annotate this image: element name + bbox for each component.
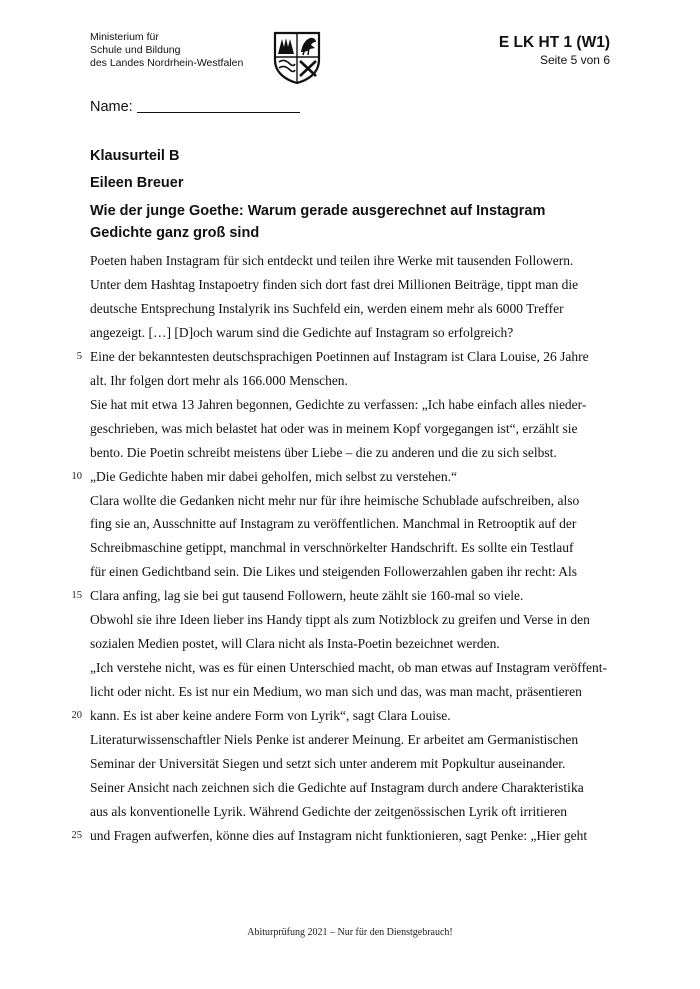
line-number: 20	[71, 710, 82, 722]
ministry-name	[90, 31, 243, 70]
line-text: Unter dem Hashtag Instapoetry finden sich dort fast drei Millionen Beiträge, tippt man die	[90, 276, 579, 292]
line-text: deutsche Entsprechung Instalyrik ins Suchfeld ein, werden einem mehr als 6000 Treffer	[90, 300, 564, 316]
text-line	[90, 608, 610, 632]
line-text: Obwohl sie ihre Ideen lieber ins Handy tippt als zum Notizblock zu greifen und Verse in den	[90, 612, 590, 628]
text-line	[71, 704, 610, 728]
line-text: Schreibmaschine getippt, manchmal in verschnörkelter Handschrift. Es sollte ein Testlauf	[90, 540, 574, 556]
text-line	[71, 824, 610, 848]
line-text: fing sie an, Ausschnitte auf Instagram zu veröffentlichen. Manchmal in Retrooptik auf der	[90, 516, 577, 532]
text-line	[71, 465, 610, 489]
nrw-coat-of-arms-icon	[272, 30, 322, 84]
text-line	[76, 345, 610, 369]
line-text: Eine der bekanntesten deutschsprachigen Poetinnen auf Instagram ist Clara Louise, 26 Jahre	[90, 348, 589, 364]
text-line	[90, 249, 610, 273]
text-line	[90, 512, 610, 536]
text-line	[90, 632, 610, 656]
exam-code-block	[499, 34, 610, 67]
text-line	[90, 536, 610, 560]
line-number: 25	[71, 829, 82, 841]
author-name: Eileen Breuer	[90, 175, 184, 191]
article-title	[90, 200, 610, 244]
text-line	[90, 273, 610, 297]
line-text: für einen Gedichtband sein. Die Likes und steigenden Followerzahlen gaben ihr recht: Als	[90, 564, 577, 580]
line-text: und Fragen aufwerfen, könne dies auf Instagram nicht funktionieren, sagt Penke: „Hier geht	[90, 827, 588, 843]
name-label: Name:	[90, 99, 133, 115]
line-text: Seminar der Universität Siegen und setzt sich unter anderem mit Popkultur auseinander.	[90, 756, 566, 772]
line-text: sozialen Medien postet, will Clara nicht als Insta-Poetin bezeichnet werden.	[90, 636, 500, 652]
line-number: 15	[71, 590, 82, 602]
article-body	[71, 249, 610, 848]
line-text: Literaturwissenschaftler Niels Penke ist anderer Meinung. Er arbeitet am Germanistischen	[90, 732, 579, 748]
text-line	[90, 776, 610, 800]
page-indicator: Seite 5 von 6	[539, 53, 610, 67]
text-line	[90, 728, 610, 752]
line-text: angezeigt. […] [D]och warum sind die Gedichte auf Instagram so erfolgreich?	[90, 324, 514, 340]
section-heading: Klausurteil B	[90, 148, 180, 164]
text-line	[90, 560, 610, 584]
line-text: „Ich verstehe nicht, was es für einen Unterschied macht, ob man etwas auf Instagram veröffent-	[90, 660, 608, 676]
text-line	[90, 800, 610, 824]
text-line	[90, 680, 610, 704]
line-text: Sie hat mit etwa 13 Jahren begonnen, Gedichte zu verfassen: „Ich habe einfach alles nieder-	[90, 396, 587, 412]
text-line	[71, 584, 610, 608]
name-field	[90, 98, 300, 115]
exam-code: E LK HT 1 (W1)	[498, 34, 610, 51]
line-text: Seiner Ansicht nach zeichnen sich die Gedichte auf Instagram durch andere Charakteristika	[90, 779, 584, 795]
line-text: kann. Es ist aber keine andere Form von Lyrik“, sagt Clara Louise.	[90, 708, 451, 724]
line-text: licht oder nicht. Es ist nur ein Medium, wo man sich und das, was man macht, präsentieren	[90, 684, 582, 700]
title-line: Gedichte ganz groß sind	[90, 225, 260, 241]
line-text: Clara anfing, lag sie bei gut tausend Followern, heute zählt sie 160-mal so viele.	[90, 588, 524, 604]
line-text: „Die Gedichte haben mir dabei geholfen, mich selbst zu verstehen.“	[90, 468, 457, 484]
text-line	[90, 321, 610, 345]
name-blank-line	[137, 98, 300, 113]
line-text: Poeten haben Instagram für sich entdeckt und teilen ihre Werke mit tausenden Followern.	[90, 253, 574, 268]
text-line	[90, 656, 610, 680]
title-line: Wie der junge Goethe: Warum gerade ausgerechnet auf Instagram	[90, 203, 546, 219]
line-text: bento. Die Poetin schreibt meistens über Liebe – die zu anderen und die zu sich selbst.	[90, 444, 557, 460]
text-line	[90, 393, 610, 417]
text-line	[90, 417, 610, 441]
ministry-line: Schule und Bildung	[90, 44, 181, 56]
line-text: geschrieben, was mich belastet hat oder was in meinem Kopf vorgegangen ist“, erzählt sie	[90, 420, 578, 436]
text-line	[90, 369, 610, 393]
line-text: alt. Ihr folgen dort mehr als 166.000 Menschen.	[90, 372, 348, 388]
text-line	[90, 489, 610, 513]
line-number: 5	[76, 350, 82, 362]
line-text: aus als konventionelle Lyrik. Während Gedichte der zeitgenössischen Lyrik oft irritieren	[90, 803, 567, 819]
ministry-line: des Landes Nordrhein-Westfalen	[90, 57, 244, 69]
line-text: Clara wollte die Gedanken nicht mehr nur für ihre heimische Schublade aufschreiben, also	[90, 492, 580, 508]
text-line	[90, 297, 610, 321]
ministry-line: Ministerium für	[90, 31, 159, 43]
text-line	[90, 752, 610, 776]
page-footer: Abiturprüfung 2021 – Nur für den Dienstgebrauch!	[247, 927, 453, 938]
text-line	[90, 441, 610, 465]
line-number: 10	[71, 470, 82, 482]
